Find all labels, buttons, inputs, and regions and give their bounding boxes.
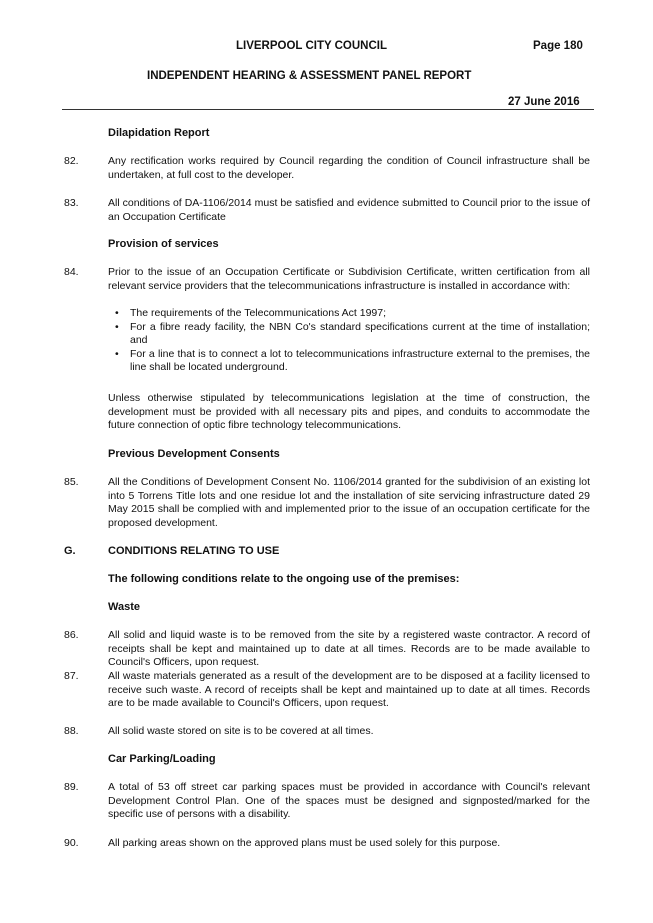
condition-87-number: 87. [64, 670, 79, 682]
condition-88-number: 88. [64, 725, 79, 737]
condition-86-number: 86. [64, 629, 79, 641]
section-g-letter: G. [64, 545, 76, 557]
section-g-intro: The following conditions relate to the ongoing use of the premises: [108, 573, 460, 585]
condition-89-text: A total of 53 off street car parking spaces must be provided in accordance with Council's relevant Development Control Plan. One of the spaces must be designed and signposted/marked for the specific use of persons with a disability. [108, 781, 590, 820]
condition-84-text: Prior to the issue of an Occupation Certificate or Subdivision Certificate, written certification from all relevant service providers that the telecommunications infrastructure is installed in accordance with: [108, 266, 590, 292]
bullet-icon: • [115, 320, 119, 333]
bullet-item: • For a fibre ready facility, the NBN Co's standard specifications current at the time of installation; and [115, 320, 590, 346]
heading-provision-of-services: Provision of services [108, 238, 219, 250]
condition-88-text: All solid waste stored on site is to be covered at all times. [108, 725, 374, 737]
condition-82-number: 82. [64, 155, 79, 167]
report-title: INDEPENDENT HEARING & ASSESSMENT PANEL REPORT [147, 70, 472, 82]
condition-83-number: 83. [64, 197, 79, 209]
condition-84-number: 84. [64, 266, 79, 278]
heading-dilapidation: Dilapidation Report [108, 127, 210, 139]
heading-car-parking: Car Parking/Loading [108, 753, 216, 765]
report-date: 27 June 2016 [508, 96, 580, 108]
condition-90-text: All parking areas shown on the approved plans must be used solely for this purpose. [108, 837, 501, 849]
heading-previous-consents: Previous Development Consents [108, 448, 280, 460]
condition-85-text: All the Conditions of Development Consent No. 1106/2014 granted for the subdivision of an existing lot into 5 Torrens Title lots and one residue lot and the installation of site servicing infrastructure dated 29 May 2015 shall be complied with and implemented prior to the issue of an occupation certificate for the proposed development. [108, 476, 590, 529]
condition-84-bullets [115, 307, 590, 375]
heading-waste: Waste [108, 601, 140, 613]
condition-82-text: Any rectification works required by Council regarding the condition of Council infrastructure shall be undertaken, at full cost to the developer. [108, 155, 590, 181]
bullet-icon: • [115, 347, 119, 360]
header-divider [62, 109, 594, 110]
condition-83-text: All conditions of DA-1106/2014 must be satisfied and evidence submitted to Council prior to the issue of an Occupation Certificate [108, 197, 590, 223]
bullet-item: • For a line that is to connect a lot to telecommunications infrastructure external to the premises, the line shall be located underground. [115, 347, 590, 373]
condition-90-number: 90. [64, 837, 79, 849]
bullet-icon: • [115, 307, 119, 319]
bullet-item: • The requirements of the Telecommunications Act 1997; [115, 307, 387, 319]
telecom-note: Unless otherwise stipulated by telecommunications legislation at the time of construction, the development must be provided with all necessary pits and pipes, and conduits to accommodate the future connection of optic fibre technology telecommunications. [108, 392, 590, 431]
condition-87-text: All waste materials generated as a result of the development are to be disposed at a facility licensed to receive such waste. A record of receipts shall be kept and maintained up to date at all times. Records are to be made available to Council's Officers, upon request. [108, 670, 590, 709]
council-name: LIVERPOOL CITY COUNCIL [236, 40, 388, 52]
section-g-title: CONDITIONS RELATING TO USE [108, 545, 280, 557]
condition-85-number: 85. [64, 476, 79, 488]
condition-86-text: All solid and liquid waste is to be removed from the site by a registered waste contractor. A record of receipts shall be kept and maintained up to date at all times. Records are to be made available to Council's Officers, upon request. [108, 629, 590, 668]
condition-89-number: 89. [64, 781, 79, 793]
page-number: Page 180 [533, 40, 583, 52]
